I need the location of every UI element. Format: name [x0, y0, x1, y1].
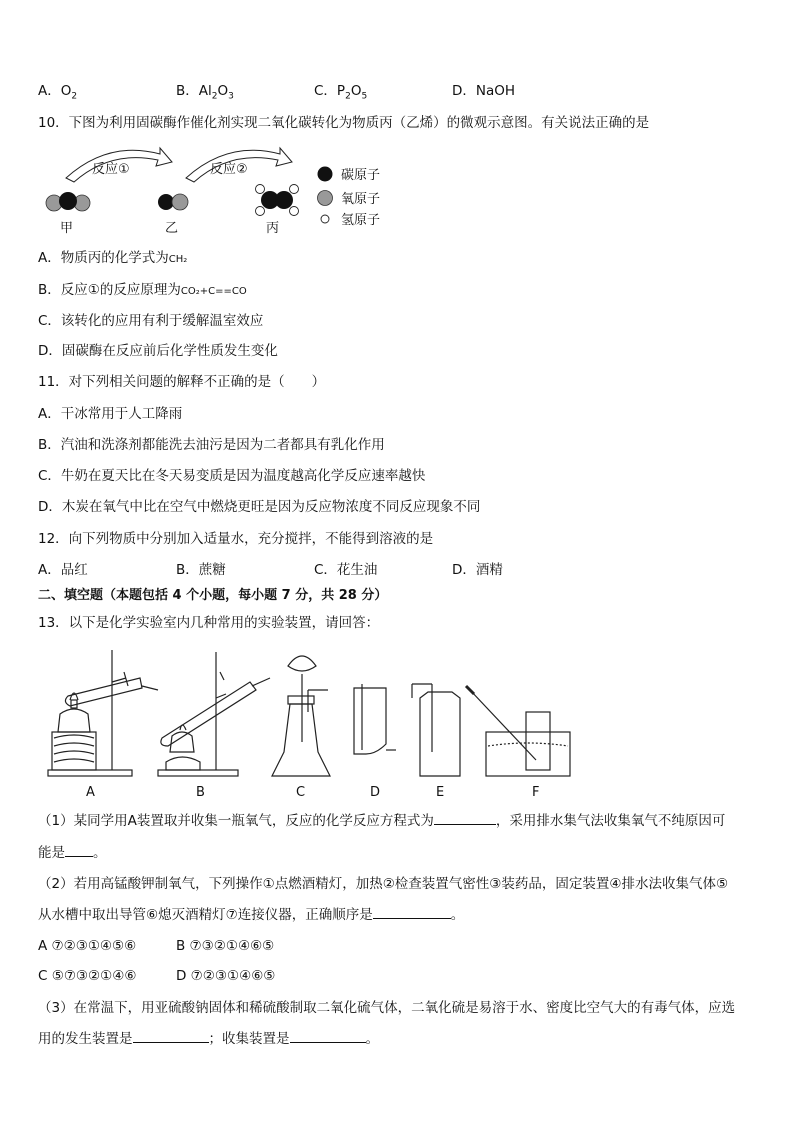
q13-choice-a: A ⑦②③①④⑤⑥ [38, 938, 137, 954]
q10-stem: 10．下图为利用固碳酶作催化剂实现二氧化碳转化为物质丙（乙烯）的微观示意图。有关说法正确的是 [38, 115, 650, 131]
q13-choice-d: D ⑦②③①④⑥⑤ [176, 968, 276, 984]
legend-carbon: 碳原子 [341, 168, 381, 183]
apparatus-label-b: B [196, 785, 205, 800]
q9-option-c-sub2: 5 [361, 91, 368, 102]
q13-part3-text-a: 用的发生装置是 [38, 1031, 133, 1047]
q10-option-c: C．该转化的应用有利于缓解温室效应 [38, 313, 264, 329]
q10-option-b-formula: CO₂+C==CO [180, 286, 247, 297]
q10-option-b-text: B．反应①的反应原理为 [38, 282, 181, 298]
q10-molecule-figure [38, 136, 398, 240]
q13-part1-text-d: 。 [93, 845, 107, 861]
q9-option-d: D．NaOH [452, 83, 516, 99]
molecule-yi [158, 194, 188, 210]
q10-option-a-formula: CH₂ [168, 254, 188, 265]
label-yi: 乙 [165, 221, 179, 236]
q9-option-b-sub1: 2 [211, 91, 218, 102]
q10-option-a [38, 249, 187, 269]
label-jia: 甲 [60, 221, 74, 236]
q12-option-b: B．蔗糖 [176, 562, 226, 578]
apparatus-label-a: A [86, 785, 95, 800]
q12-option-a: A．品红 [38, 562, 88, 578]
q13-part1-line2 [38, 844, 107, 862]
q11-stem: 11．对下列相关问题的解释不正确的是（ ） [38, 374, 326, 390]
answer-blank-order[interactable] [373, 906, 451, 919]
q9-option-b [176, 82, 234, 106]
apparatus-d [354, 684, 396, 754]
q13-part1-text-a: （1）某同学用A装置取并收集一瓶氧气，反应的化学反应方程式为 [38, 813, 434, 829]
q9-option-c-mid: O [350, 83, 362, 99]
q11-option-c: C．牛奶在夏天比在冬天易变质是因为温度越高化学反应速率越快 [38, 468, 426, 484]
q10-option-b [38, 281, 247, 301]
q13-part1-line1 [38, 812, 725, 830]
q10-option-d: D．固碳酶在反应前后化学性质发生变化 [38, 343, 278, 359]
apparatus-label-d: D [370, 785, 381, 800]
reaction1-label: 反应① [92, 162, 130, 177]
q13-stem: 13．以下是化学实验室内几种常用的实验装置，请回答： [38, 615, 380, 631]
q9-option-c-text: C．P [314, 83, 346, 99]
answer-blank-equation[interactable] [434, 812, 496, 825]
q9-option-b-mid: O [217, 83, 229, 99]
apparatus-a [48, 650, 158, 776]
molecule-bing [256, 185, 299, 216]
q13-part3-text-b: ；收集装置是 [208, 1031, 290, 1047]
q9-option-b-text: B．Al [176, 83, 212, 99]
q13-part1-text-c: 能是 [38, 845, 65, 861]
q9-option-b-sub2: 3 [228, 91, 234, 102]
legend-oxygen-icon [318, 191, 333, 206]
apparatus-e [412, 684, 460, 776]
q9-option-a [38, 82, 77, 106]
q13-part3-text-c: 。 [365, 1031, 379, 1047]
q13-choice-c: C ⑤⑦③②①④⑥ [38, 968, 137, 984]
q12-stem: 12．向下列物质中分别加入适量水，充分搅拌，不能得到溶液的是 [38, 531, 434, 547]
q13-part3-line2 [38, 1030, 379, 1048]
q11-option-d: D．木炭在氧气中比在空气中燃烧更旺是因为反应物浓度不同反应现象不同 [38, 499, 481, 515]
section2-heading: 二、填空题（本题包括 4 个小题，每小题 7 分，共 28 分） [38, 588, 388, 603]
legend-carbon-icon [318, 167, 333, 182]
apparatus-f [466, 686, 570, 776]
q11-option-a: A．干冰常用于人工降雨 [38, 406, 183, 422]
q12-option-d: D．酒精 [452, 562, 503, 578]
legend-hydrogen-icon [321, 215, 329, 223]
q9-option-c-sub1: 2 [345, 91, 351, 102]
q13-part2-line2 [38, 906, 464, 924]
q13-part1-text-b: ，采用排水集气法收集氧气不纯原因可 [495, 813, 726, 829]
q13-part2-text-b: 。 [450, 907, 465, 923]
apparatus-label-c: C [296, 785, 306, 800]
label-bing: 丙 [266, 221, 280, 236]
apparatus-label-e: E [436, 785, 445, 800]
answer-blank-collector[interactable] [290, 1030, 366, 1043]
q9-option-a-sub: 2 [71, 91, 78, 102]
answer-blank-generator[interactable] [133, 1030, 209, 1043]
q13-part3-line1: （3）在常温下，用亚硫酸钠固体和稀硫酸制取二氧化硫气体，二氧化硫是易溶于水、密度比空气大的有毒气体，应选 [38, 1000, 736, 1016]
molecule-jia [46, 192, 90, 211]
legend-hydrogen: 氢原子 [341, 213, 381, 228]
apparatus-c [272, 656, 330, 776]
q13-part2-line1: （2）若用高锰酸钾制氧气，下列操作①点燃酒精灯，加热②检查装置气密性③装药品，固定装置④排水法收集气体⑤ [38, 876, 729, 892]
apparatus-label-f: F [532, 785, 540, 800]
q13-choice-b: B ⑦③②①④⑥⑤ [176, 938, 275, 954]
q12-option-c: C．花生油 [314, 562, 378, 578]
q11-option-b: B．汽油和洗涤剂都能洗去油污是因为二者都具有乳化作用 [38, 437, 385, 453]
reaction2-label: 反应② [210, 162, 248, 177]
apparatus-b [158, 652, 270, 776]
q13-part2-text-a: 从水槽中取出导管⑥熄灭酒精灯⑦连接仪器，正确顺序是 [38, 907, 373, 923]
answer-blank-reason[interactable] [65, 844, 93, 857]
q9-option-a-text: A．O [38, 83, 72, 99]
q10-option-a-text: A．物质丙的化学式为 [38, 250, 169, 266]
legend-oxygen: 氧原子 [341, 192, 381, 207]
q13-apparatus-figure [40, 642, 580, 802]
q9-option-c [314, 82, 367, 106]
